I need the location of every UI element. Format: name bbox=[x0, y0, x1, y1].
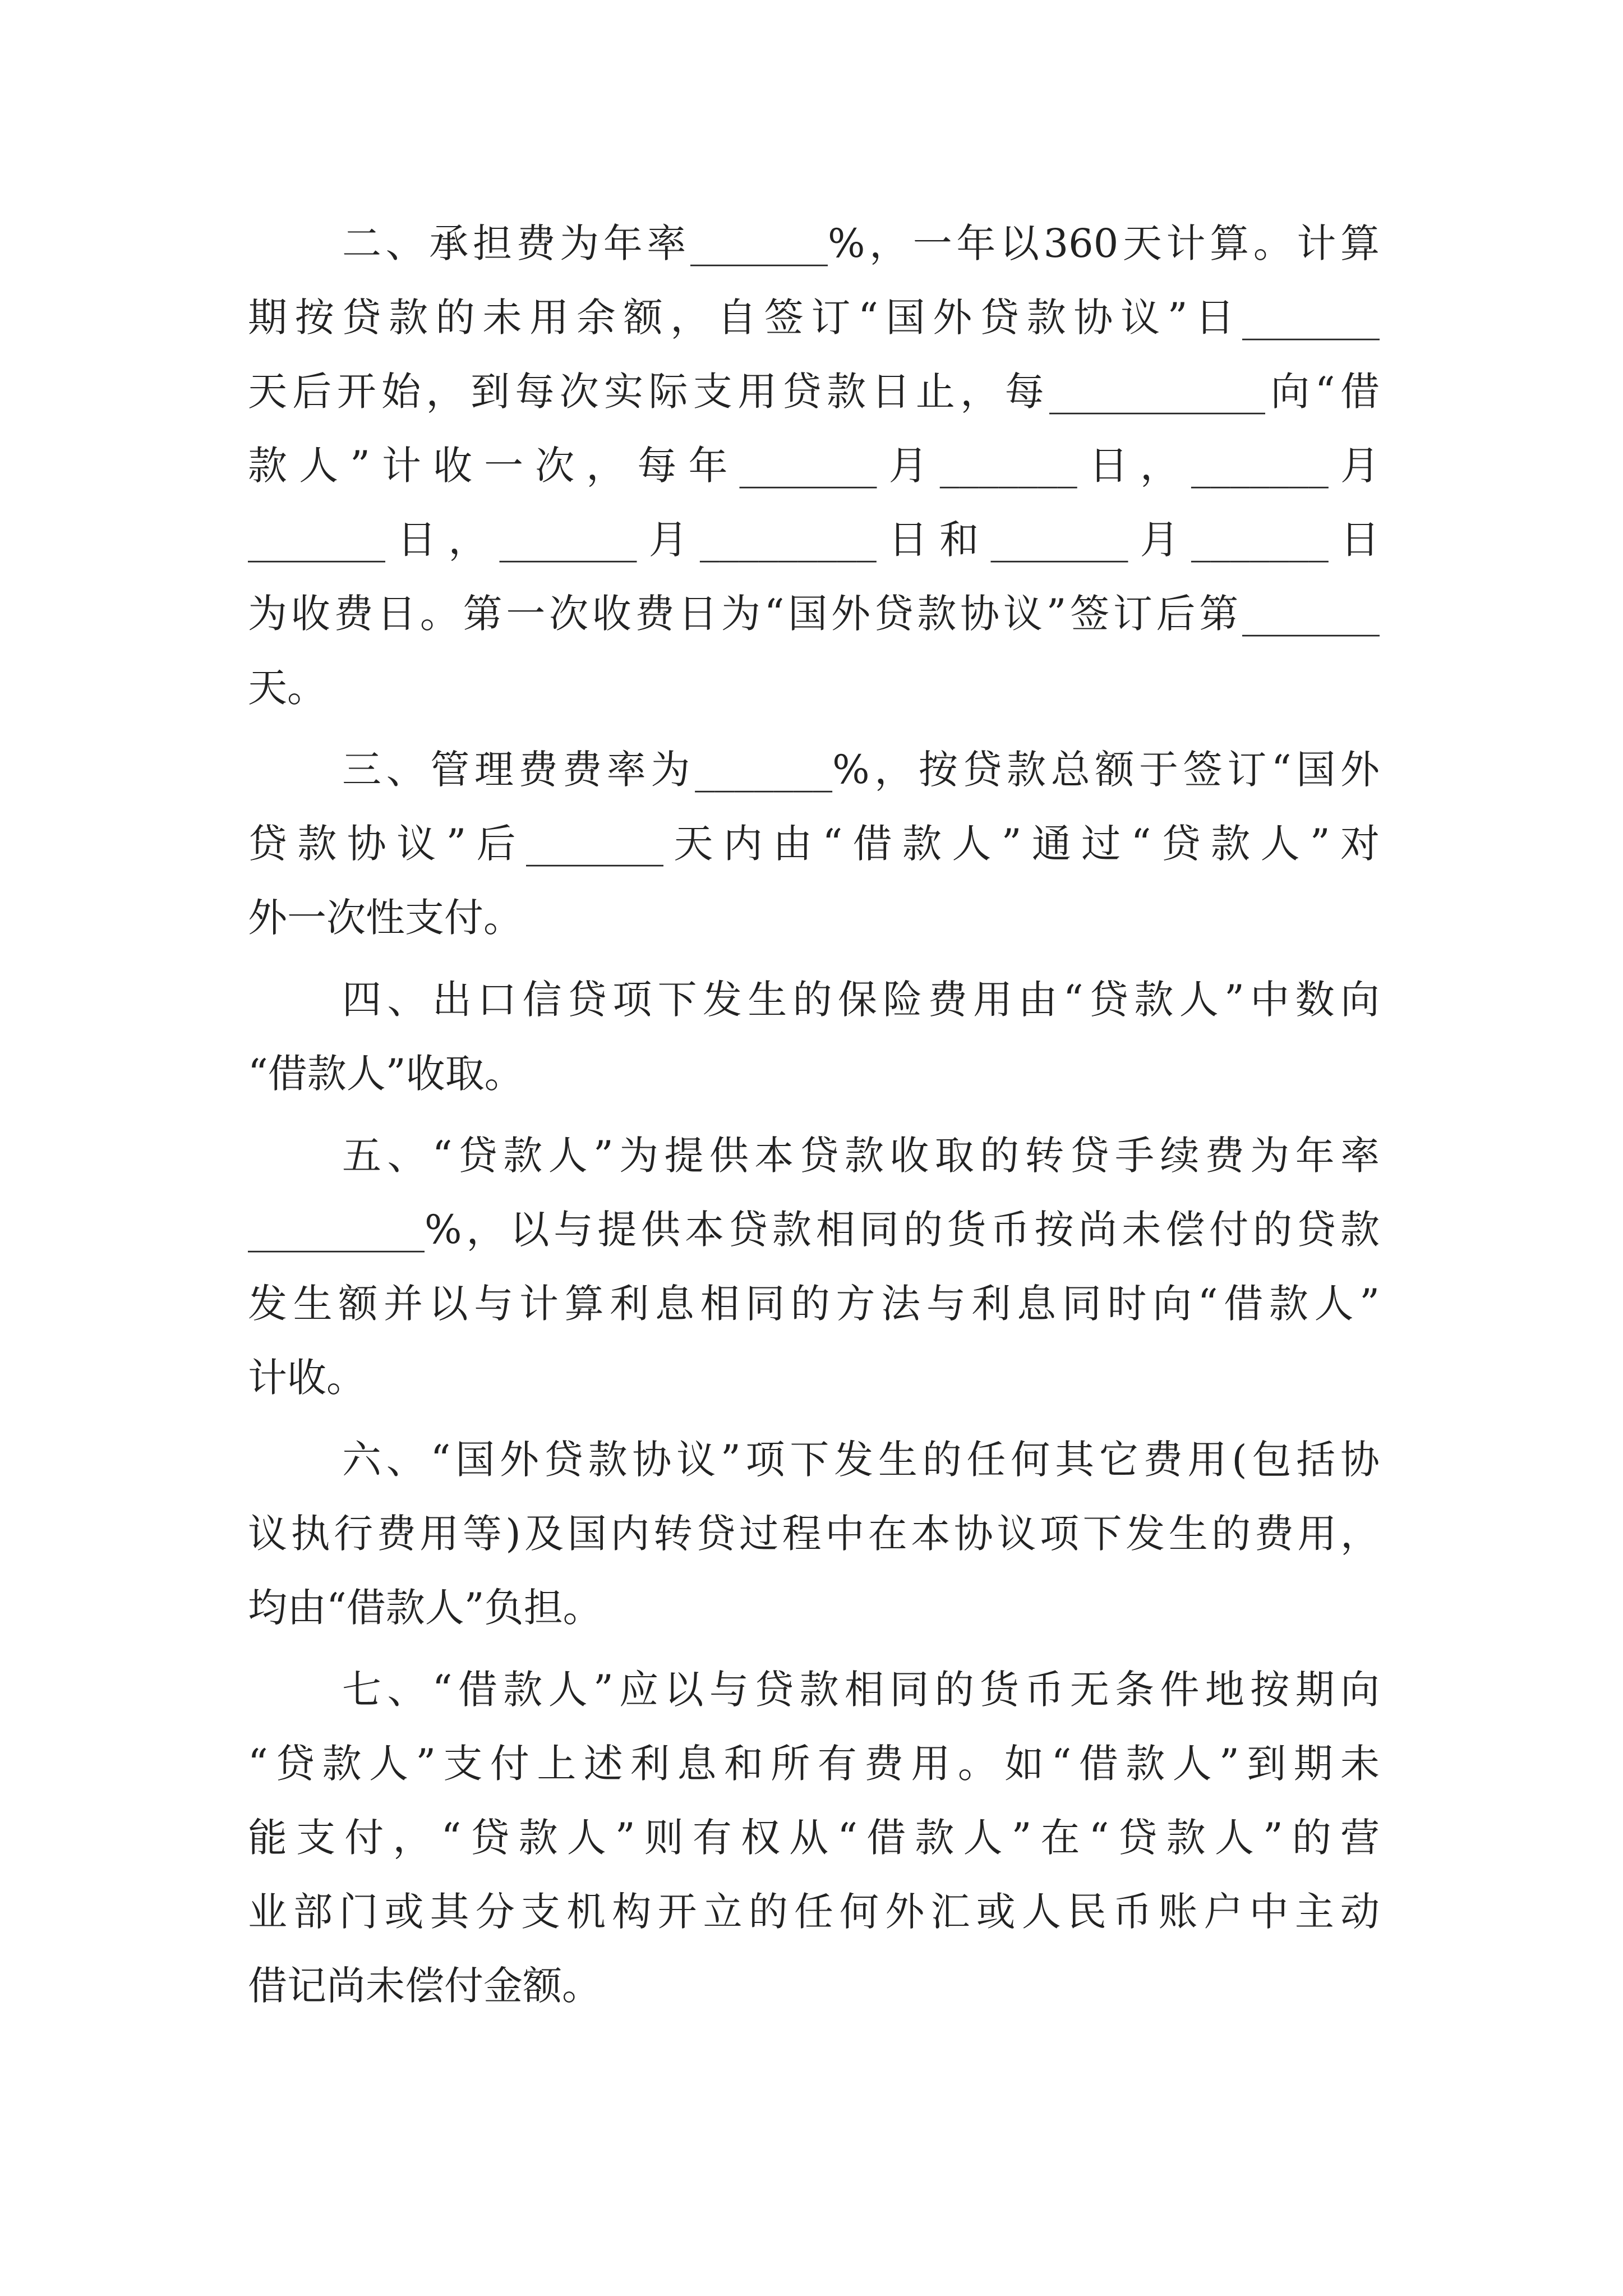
clause-5-line-1: 五、“贷款人”为提供本贷款收取的转贷手续费为年率 bbox=[342, 1133, 1380, 1179]
clause-6-line-1: 六、“国外贷款协议”项下发生的任何其它费用(包括协 bbox=[342, 1437, 1380, 1483]
clause-4-line-2: “借款人”收取。 bbox=[248, 1051, 524, 1097]
clause-7-line-3: 能支付，“贷款人”则有权从“借款人”在“贷款人”的营 bbox=[248, 1815, 1380, 1861]
clause-7-line-4: 业部门或其分支机构开立的任何外汇或人民币账户中主动 bbox=[248, 1889, 1380, 1935]
clause-3-line-1: 三、管理费费率为_______%，按贷款总额于签订“国外 bbox=[342, 747, 1380, 793]
clause-7-line-1: 七、“借款人”应以与贷款相同的货币无条件地按期向 bbox=[342, 1667, 1380, 1713]
clause-2-line-5: _______日，_______月_________日和_______月_______日 bbox=[248, 517, 1380, 563]
clause-2-line-7: 天。 bbox=[248, 665, 326, 711]
clause-5-line-4: 计收。 bbox=[248, 1355, 366, 1401]
clause-4-line-1: 四、出口信贷项下发生的保险费用由“贷款人”中数向 bbox=[342, 977, 1380, 1023]
clause-5-line-2: _________%，以与提供本贷款相同的货币按尚未偿付的贷款 bbox=[248, 1207, 1380, 1253]
clause-3-line-3: 外一次性支付。 bbox=[248, 895, 523, 941]
clause-6-line-2: 议执行费用等)及国内转贷过程中在本协议项下发生的费用， bbox=[248, 1511, 1380, 1557]
clause-7-line-5: 借记尚未偿付金额。 bbox=[248, 1963, 601, 2009]
clause-2-line-3: 天后开始，到每次实际支用贷款日止，每___________向“借 bbox=[248, 369, 1380, 415]
clause-2-line-4: 款人”计收一次，每年_______月_______日，_______月 bbox=[248, 443, 1380, 489]
clause-6-line-3: 均由“借款人”负担。 bbox=[248, 1585, 602, 1631]
clause-2-line-1: 二、承担费为年率_______%，一年以360天计算。计算 bbox=[342, 220, 1380, 266]
clause-5-line-3: 发生额并以与计算利息相同的方法与利息同时向“借款人” bbox=[248, 1281, 1380, 1327]
clause-2-line-2: 期按贷款的未用余额，自签订“国外贷款协议”日_______ bbox=[248, 295, 1380, 341]
clause-3-line-2: 贷款协议”后_______天内由“借款人”通过“贷款人”对 bbox=[248, 821, 1380, 867]
clause-7-line-2: “贷款人”支付上述利息和所有费用。如“借款人”到期未 bbox=[248, 1741, 1380, 1787]
clause-2-line-6: 为收费日。第一次收费日为“国外贷款协议”签订后第_______ bbox=[248, 591, 1380, 637]
